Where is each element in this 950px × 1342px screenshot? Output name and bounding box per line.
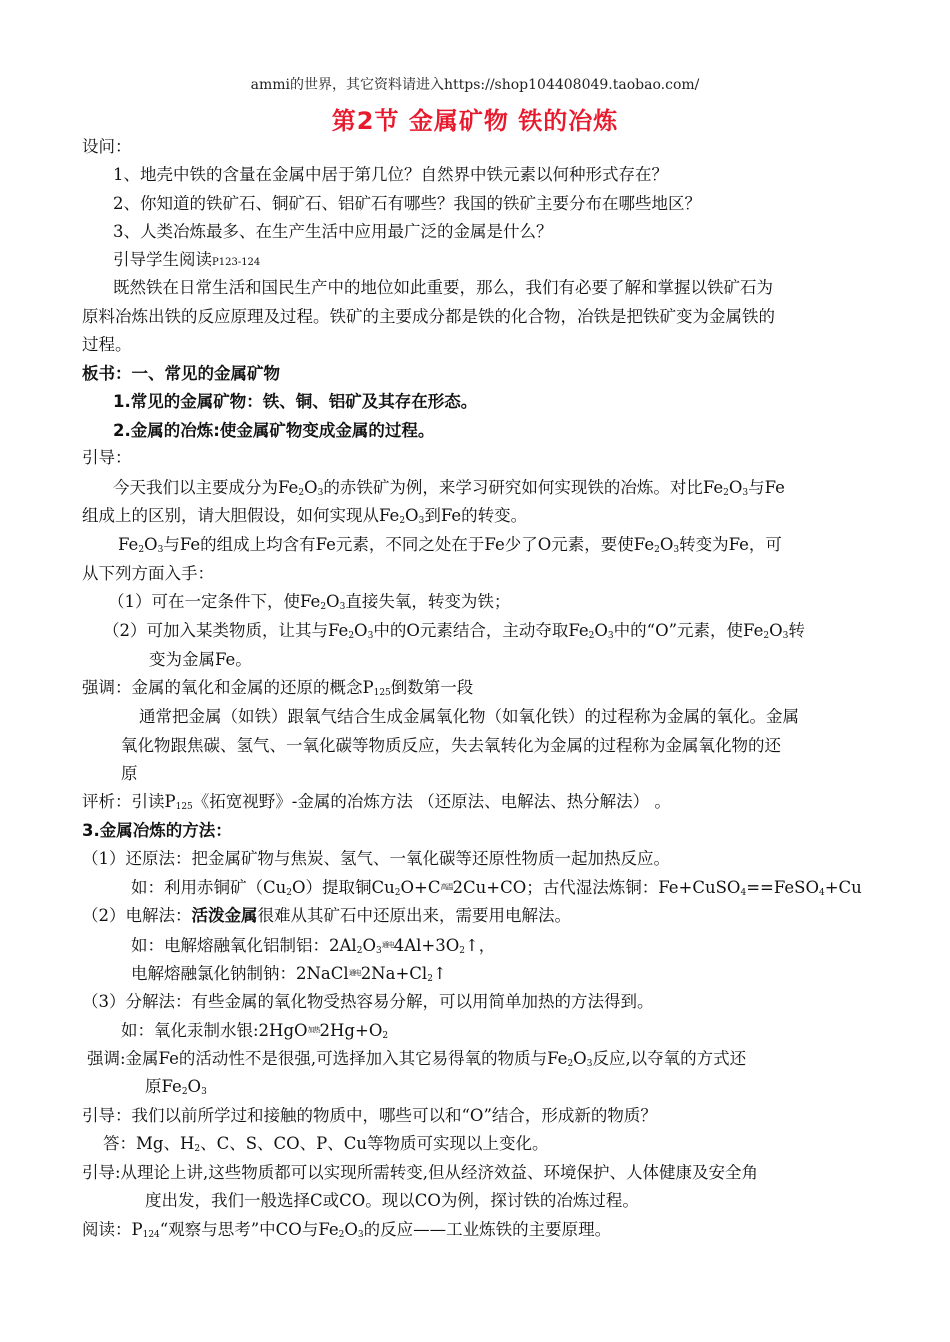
text-line: 3、人类冶炼最多、在生产生活中应用最广泛的金属是什么？ bbox=[113, 222, 553, 241]
text-line: （2）可加入某类物质，让其与$Fe_2O_3$中的O元素结合，主动夺取$Fe_2O_3$中的“O”元素，使$Fe_2O_3$转 bbox=[103, 621, 805, 641]
text-line: 如：利用赤铜矿$(Cu_2O)$提取铜$Cu_2O+C^{高温}2Cu+CO$；古代湿法炼铜：Fe+CuSO$_4$==FeSO$_4$+Cu bbox=[131, 878, 862, 898]
text-line: 如：氧化汞制水银$:2HgO^{加热}2Hg+O_2$ bbox=[121, 1021, 389, 1041]
text-line: 引导学生阅读P123-124 bbox=[113, 250, 261, 269]
page-title: 第2节 金属矿物 铁的冶炼 bbox=[331, 107, 619, 135]
text-line: （2）电解法：活泼金属很难从其矿石中还原出来，需要用电解法。 bbox=[82, 906, 571, 925]
text-line: 引导：我们以前所学过和接触的物质中，哪些可以和“O”结合，形成新的物质？ bbox=[82, 1106, 657, 1125]
text-line: 如：电解熔融氧化铝制铝：$2Al_2O_3^{通电}4Al+3O_2↑$， bbox=[131, 936, 496, 956]
text-line: 原$Fe_2O_3$ bbox=[145, 1077, 207, 1097]
text-line: 引导： bbox=[82, 448, 132, 467]
text-line: 阅读：$P_{124}“$观察与思考”中CO与$Fe_2O_3$的反应——工业炼铁的主要原理。 bbox=[82, 1220, 612, 1240]
text-line: 1、地壳中铁的含量在金属中居于第几位？自然界中铁元素以何种形式存在？ bbox=[113, 165, 668, 184]
text-line: 过程。 bbox=[82, 335, 132, 354]
text-line: 既然铁在日常生活和国民生产中的地位如此重要，那么，我们有必要了解和掌握以铁矿石为 bbox=[113, 278, 773, 297]
section-heading: 板书：一、常见的金属矿物 bbox=[82, 364, 280, 383]
text-line: 答：Mg、$H_2$、C、S、CO、P、Cu等物质可实现以上变化。 bbox=[103, 1134, 549, 1154]
text-line: 评析：引读$P_{125}$《拓宽视野》-金属的冶炼方法 （还原法、电解法、热分解法） 。 bbox=[82, 792, 671, 812]
text-line: 氧化物跟焦碳、氢气、一氧化碳等物质反应，失去氧转化为金属的过程称为金属氧化物的还 bbox=[121, 736, 781, 755]
text-line: 强调:金属Fe的活动性不是很强,可选择加入其它易得氧的物质与$Fe_2O_3$反应,以夺氧的方式还 bbox=[87, 1049, 747, 1069]
text-line: 原 bbox=[121, 764, 138, 783]
text-line: 电解熔融氯化钠制钠：$2NaCl^{通电}2Na+Cl_2↑$ bbox=[131, 964, 447, 984]
text-line: 原料冶炼出铁的反应原理及过程。铁矿的主要成分都是铁的化合物，冶铁是把铁矿变为金属铁的 bbox=[82, 307, 775, 326]
text-line: 引导:从理论上讲,这些物质都可以实现所需转变,但从经济效益、环境保护、人体健康及安全角 bbox=[82, 1163, 759, 1182]
text-line: （1）还原法：把金属矿物与焦炭、氢气、一氧化碳等还原性物质一起加热反应。 bbox=[82, 849, 670, 868]
text-line: 2、你知道的铁矿石、铜矿石、铝矿石有哪些？我国的铁矿主要分布在哪些地区？ bbox=[113, 194, 701, 213]
text-line: 1.常见的金属矿物：铁、铜、铝矿及其存在形态。 bbox=[113, 392, 478, 411]
text-line: 组成上的区别，请大胆假设，如何实现从$Fe_2O_3$到Fe的转变。 bbox=[82, 506, 528, 526]
text-line: 通常把金属（如铁）跟氧气结合生成金属氧化物（如氧化铁）的过程称为金属的氧化。金属 bbox=[139, 707, 799, 726]
text-line: 强调：金属的氧化和金属的还原的概念$P_{125}$倒数第一段 bbox=[82, 678, 474, 698]
text-line: （1）可在一定条件下，使$Fe_2O_3$直接失氧，转变为铁； bbox=[108, 592, 511, 612]
text-line: 设问： bbox=[82, 137, 132, 156]
text-line: 从下列方面入手： bbox=[82, 564, 214, 583]
text-line: 今天我们以主要成分为$Fe_2O_3$的赤铁矿为例，来学习研究如何实现铁的冶炼。对比$Fe_2O_3$与Fe bbox=[113, 478, 785, 498]
header-watermark: ammi的世界，其它资料请进入https://shop104408049.taobao.com/ bbox=[250, 77, 700, 93]
text-line: 度出发，我们一般选择C或CO。现以CO为例，探讨铁的冶炼过程。 bbox=[145, 1191, 639, 1210]
text-line: 变为金属Fe。 bbox=[149, 650, 252, 669]
text-line: 2.金属的冶炼:使金属矿物变成金属的过程。 bbox=[113, 421, 435, 440]
text-line: $Fe_2O_3$与Fe的组成上均含有Fe元素，不同之处在于Fe少了O元素，要使$Fe_2O_3$转变为Fe，可 bbox=[118, 535, 782, 555]
text-line: （3）分解法：有些金属的氧化物受热容易分解，可以用简单加热的方法得到。 bbox=[82, 992, 654, 1011]
section-heading: 3.金属冶炼的方法： bbox=[82, 821, 232, 840]
